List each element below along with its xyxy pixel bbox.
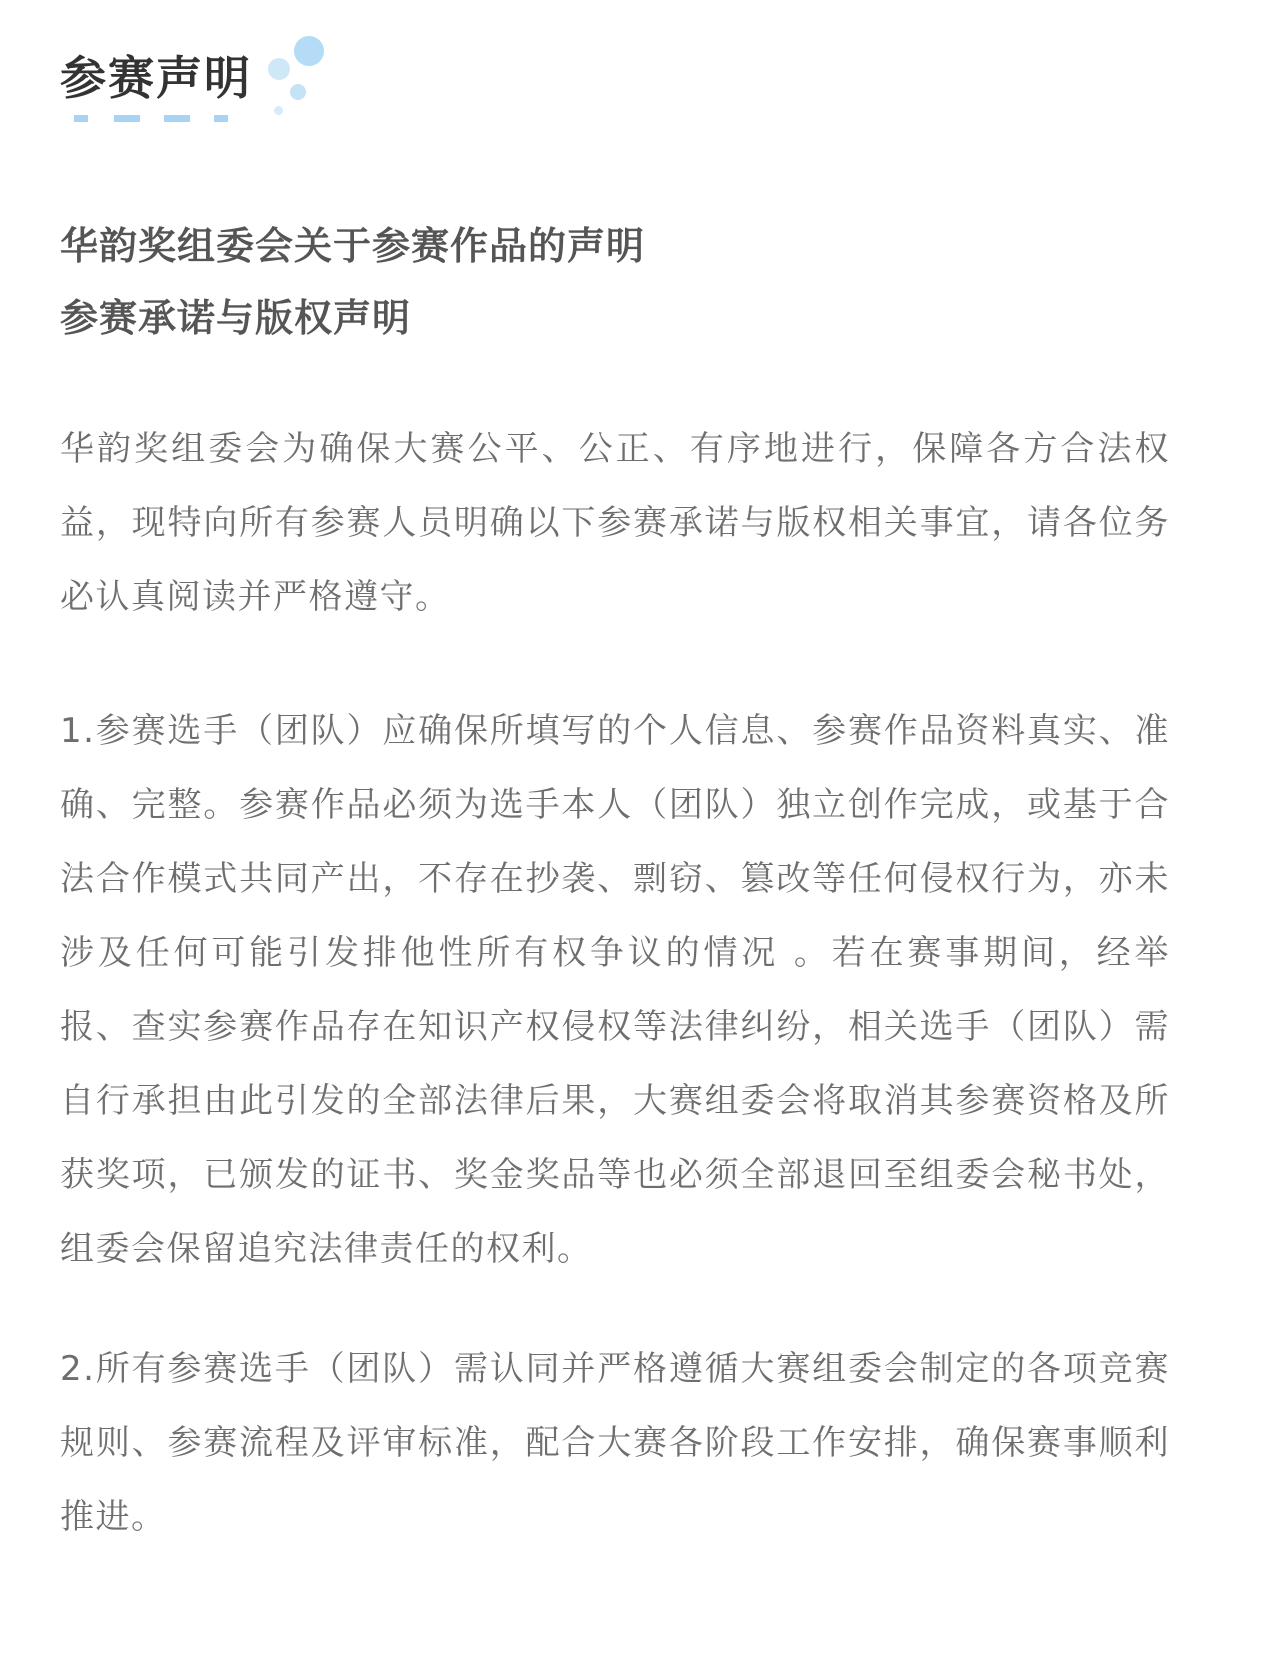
clause-1-paragraph: 1.参赛选手（团队）应确保所填写的个人信息、参赛作品资料真实、准确、完整。参赛作品必须为选手本人（团队）独立创作完成，或基于合法合作模式共同产出，不存在抄袭、剽窃、篡改等任何侵权行为，亦未涉及任何可能引发排他性所有权争议的情况 。若在赛事期间，经举报、查实参赛作品存在知识产权侵权等法律纠纷，相关选手（团队）需自行承担由此引发的全部法律后果，大赛组委会将取消其参赛资格及所获奖项，已颁发的证书、奖金奖品等也必须全部退回至组委会秘书处，组委会保留追究法律责任的权利。: [60, 711, 1170, 1269]
decorative-bubble-icon: [294, 36, 324, 66]
subtitle-statement: 华韵奖组委会关于参赛作品的声明: [60, 224, 646, 268]
title-underline-dash: [74, 115, 88, 122]
title-underline-dash: [214, 115, 228, 122]
intro-paragraph: 华韵奖组委会为确保大赛公平、公正、有序地进行，保障各方合法权益，现特向所有参赛人员明确以下参赛承诺与版权相关事宜，请各位务必认真阅读并严格遵守。: [60, 429, 1170, 617]
page-title: 参赛声明: [60, 51, 252, 105]
clause-2-paragraph: 2.所有参赛选手（团队）需认同并严格遵循大赛组委会制定的各项竞赛规则、参赛流程及评审标准，配合大赛各阶段工作安排，确保赛事顺利推进。: [60, 1349, 1170, 1537]
decorative-bubble-icon: [290, 84, 306, 100]
section-header: [60, 40, 380, 130]
title-underline-dash: [164, 115, 190, 122]
decorative-bubble-icon: [268, 58, 290, 80]
subtitle-block: [60, 210, 1220, 354]
subtitle-copyright: 参赛承诺与版权声明: [60, 296, 412, 340]
title-underline-dash: [114, 115, 140, 122]
decorative-bubble-icon: [274, 106, 283, 115]
